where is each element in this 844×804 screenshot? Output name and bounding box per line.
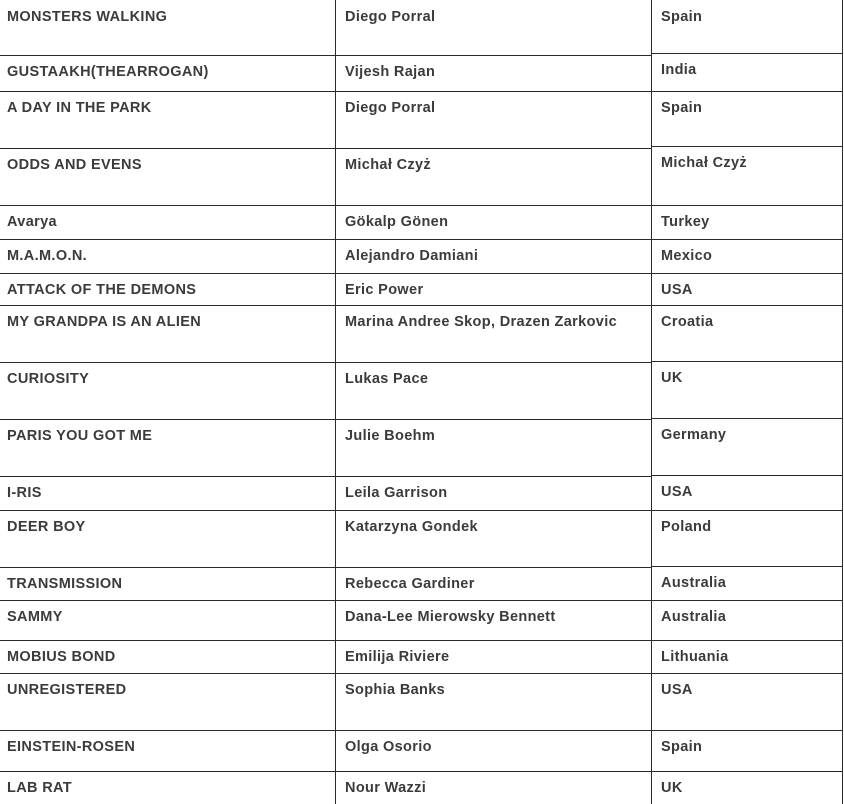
cell-country: Lithuania [661, 649, 729, 665]
cell-director: Sophia Banks [345, 682, 446, 698]
row-divider [652, 91, 842, 92]
row-divider [0, 730, 335, 731]
cell-title: LAB RAT [7, 780, 73, 796]
cell-country: UK [661, 370, 683, 386]
row-divider [652, 146, 842, 147]
row-divider [336, 55, 651, 56]
cell-director: Vijesh Rajan [345, 64, 436, 80]
cell-director: Eric Power [345, 282, 424, 298]
cell-country: Australia [661, 609, 727, 625]
column-divider [335, 0, 336, 804]
cell-title: A DAY IN THE PARK [7, 100, 152, 116]
row-divider [652, 205, 842, 206]
row-divider [0, 55, 335, 56]
cell-director: Michał Czyż [345, 157, 432, 173]
cell-title: PARIS YOU GOT ME [7, 428, 153, 444]
row-divider [652, 600, 842, 601]
cell-director: Julie Boehm [345, 428, 436, 444]
row-divider [652, 566, 842, 567]
cell-director: Olga Osorio [345, 739, 432, 755]
row-divider [336, 510, 651, 511]
cell-title: I-RIS [7, 485, 42, 501]
cell-country: USA [661, 682, 693, 698]
cell-title: DEER BOY [7, 519, 86, 535]
row-divider [336, 273, 651, 274]
cell-director: Leila Garrison [345, 485, 448, 501]
cell-country: India [661, 62, 697, 78]
cell-director: Gökalp Gönen [345, 214, 449, 230]
row-divider [336, 771, 651, 772]
row-divider [652, 418, 842, 419]
row-divider [652, 53, 842, 54]
row-divider [0, 600, 335, 601]
cell-director: Diego Porral [345, 9, 436, 25]
row-divider [0, 239, 335, 240]
row-divider [0, 640, 335, 641]
row-divider [0, 673, 335, 674]
row-divider [0, 567, 335, 568]
row-divider [0, 305, 335, 306]
cell-country: Mexico [661, 248, 713, 264]
cell-country: Croatia [661, 314, 714, 330]
column-divider [651, 0, 652, 804]
cell-title: MY GRANDPA IS AN ALIEN [7, 314, 202, 330]
cell-title: MOBIUS BOND [7, 649, 116, 665]
row-divider [652, 640, 842, 641]
row-divider [336, 600, 651, 601]
row-divider [652, 239, 842, 240]
row-divider [336, 148, 651, 149]
cell-title: SAMMY [7, 609, 63, 625]
row-divider [652, 673, 842, 674]
row-divider [336, 730, 651, 731]
cell-director: Emilija Riviere [345, 649, 450, 665]
row-divider [652, 730, 842, 731]
row-divider [336, 567, 651, 568]
row-divider [336, 640, 651, 641]
cell-country: Turkey [661, 214, 710, 230]
row-divider [336, 91, 651, 92]
column-divider [842, 0, 843, 804]
cell-director: Nour Wazzi [345, 780, 427, 796]
row-divider [336, 673, 651, 674]
row-divider [336, 419, 651, 420]
cell-title: M.A.M.O.N. [7, 248, 88, 264]
row-divider [0, 148, 335, 149]
row-divider [0, 362, 335, 363]
row-divider [336, 305, 651, 306]
cell-title: TRANSMISSION [7, 576, 123, 592]
cell-title: CURIOSITY [7, 371, 90, 387]
cell-country: Spain [661, 739, 703, 755]
row-divider [0, 91, 335, 92]
row-divider [0, 771, 335, 772]
row-divider [652, 510, 842, 511]
cell-country: USA [661, 282, 693, 298]
row-divider [0, 510, 335, 511]
cell-director: Katarzyna Gondek [345, 519, 478, 535]
row-divider [652, 771, 842, 772]
cell-country: Germany [661, 427, 727, 443]
cell-country: USA [661, 484, 693, 500]
cell-title: UNREGISTERED [7, 682, 127, 698]
row-divider [0, 476, 335, 477]
cell-title: GUSTAAKH(THEARROGAN) [7, 64, 209, 80]
cell-director: Dana-Lee Mierowsky Bennett [345, 609, 556, 625]
cell-country: Michał Czyż [661, 155, 748, 171]
row-divider [336, 239, 651, 240]
cell-title: EINSTEIN-ROSEN [7, 739, 136, 755]
row-divider [652, 361, 842, 362]
cell-director: Marina Andree Skop, Drazen Zarkovic [345, 314, 617, 330]
cell-director: Rebecca Gardiner [345, 576, 475, 592]
row-divider [652, 273, 842, 274]
row-divider [0, 273, 335, 274]
row-divider [0, 205, 335, 206]
row-divider [336, 205, 651, 206]
cell-director: Alejandro Damiani [345, 248, 479, 264]
cell-country: UK [661, 780, 683, 796]
cell-country: Poland [661, 519, 712, 535]
cell-country: Spain [661, 100, 703, 116]
cell-country: Australia [661, 575, 727, 591]
cell-title: MONSTERS WALKING [7, 9, 168, 25]
cell-title: ATTACK OF THE DEMONS [7, 282, 197, 298]
row-divider [336, 362, 651, 363]
cell-country: Spain [661, 9, 703, 25]
cell-title: ODDS AND EVENS [7, 157, 142, 173]
row-divider [336, 476, 651, 477]
cell-director: Diego Porral [345, 100, 436, 116]
row-divider [652, 305, 842, 306]
cell-director: Lukas Pace [345, 371, 429, 387]
cell-title: Avarya [7, 214, 57, 230]
row-divider [652, 475, 842, 476]
row-divider [0, 419, 335, 420]
